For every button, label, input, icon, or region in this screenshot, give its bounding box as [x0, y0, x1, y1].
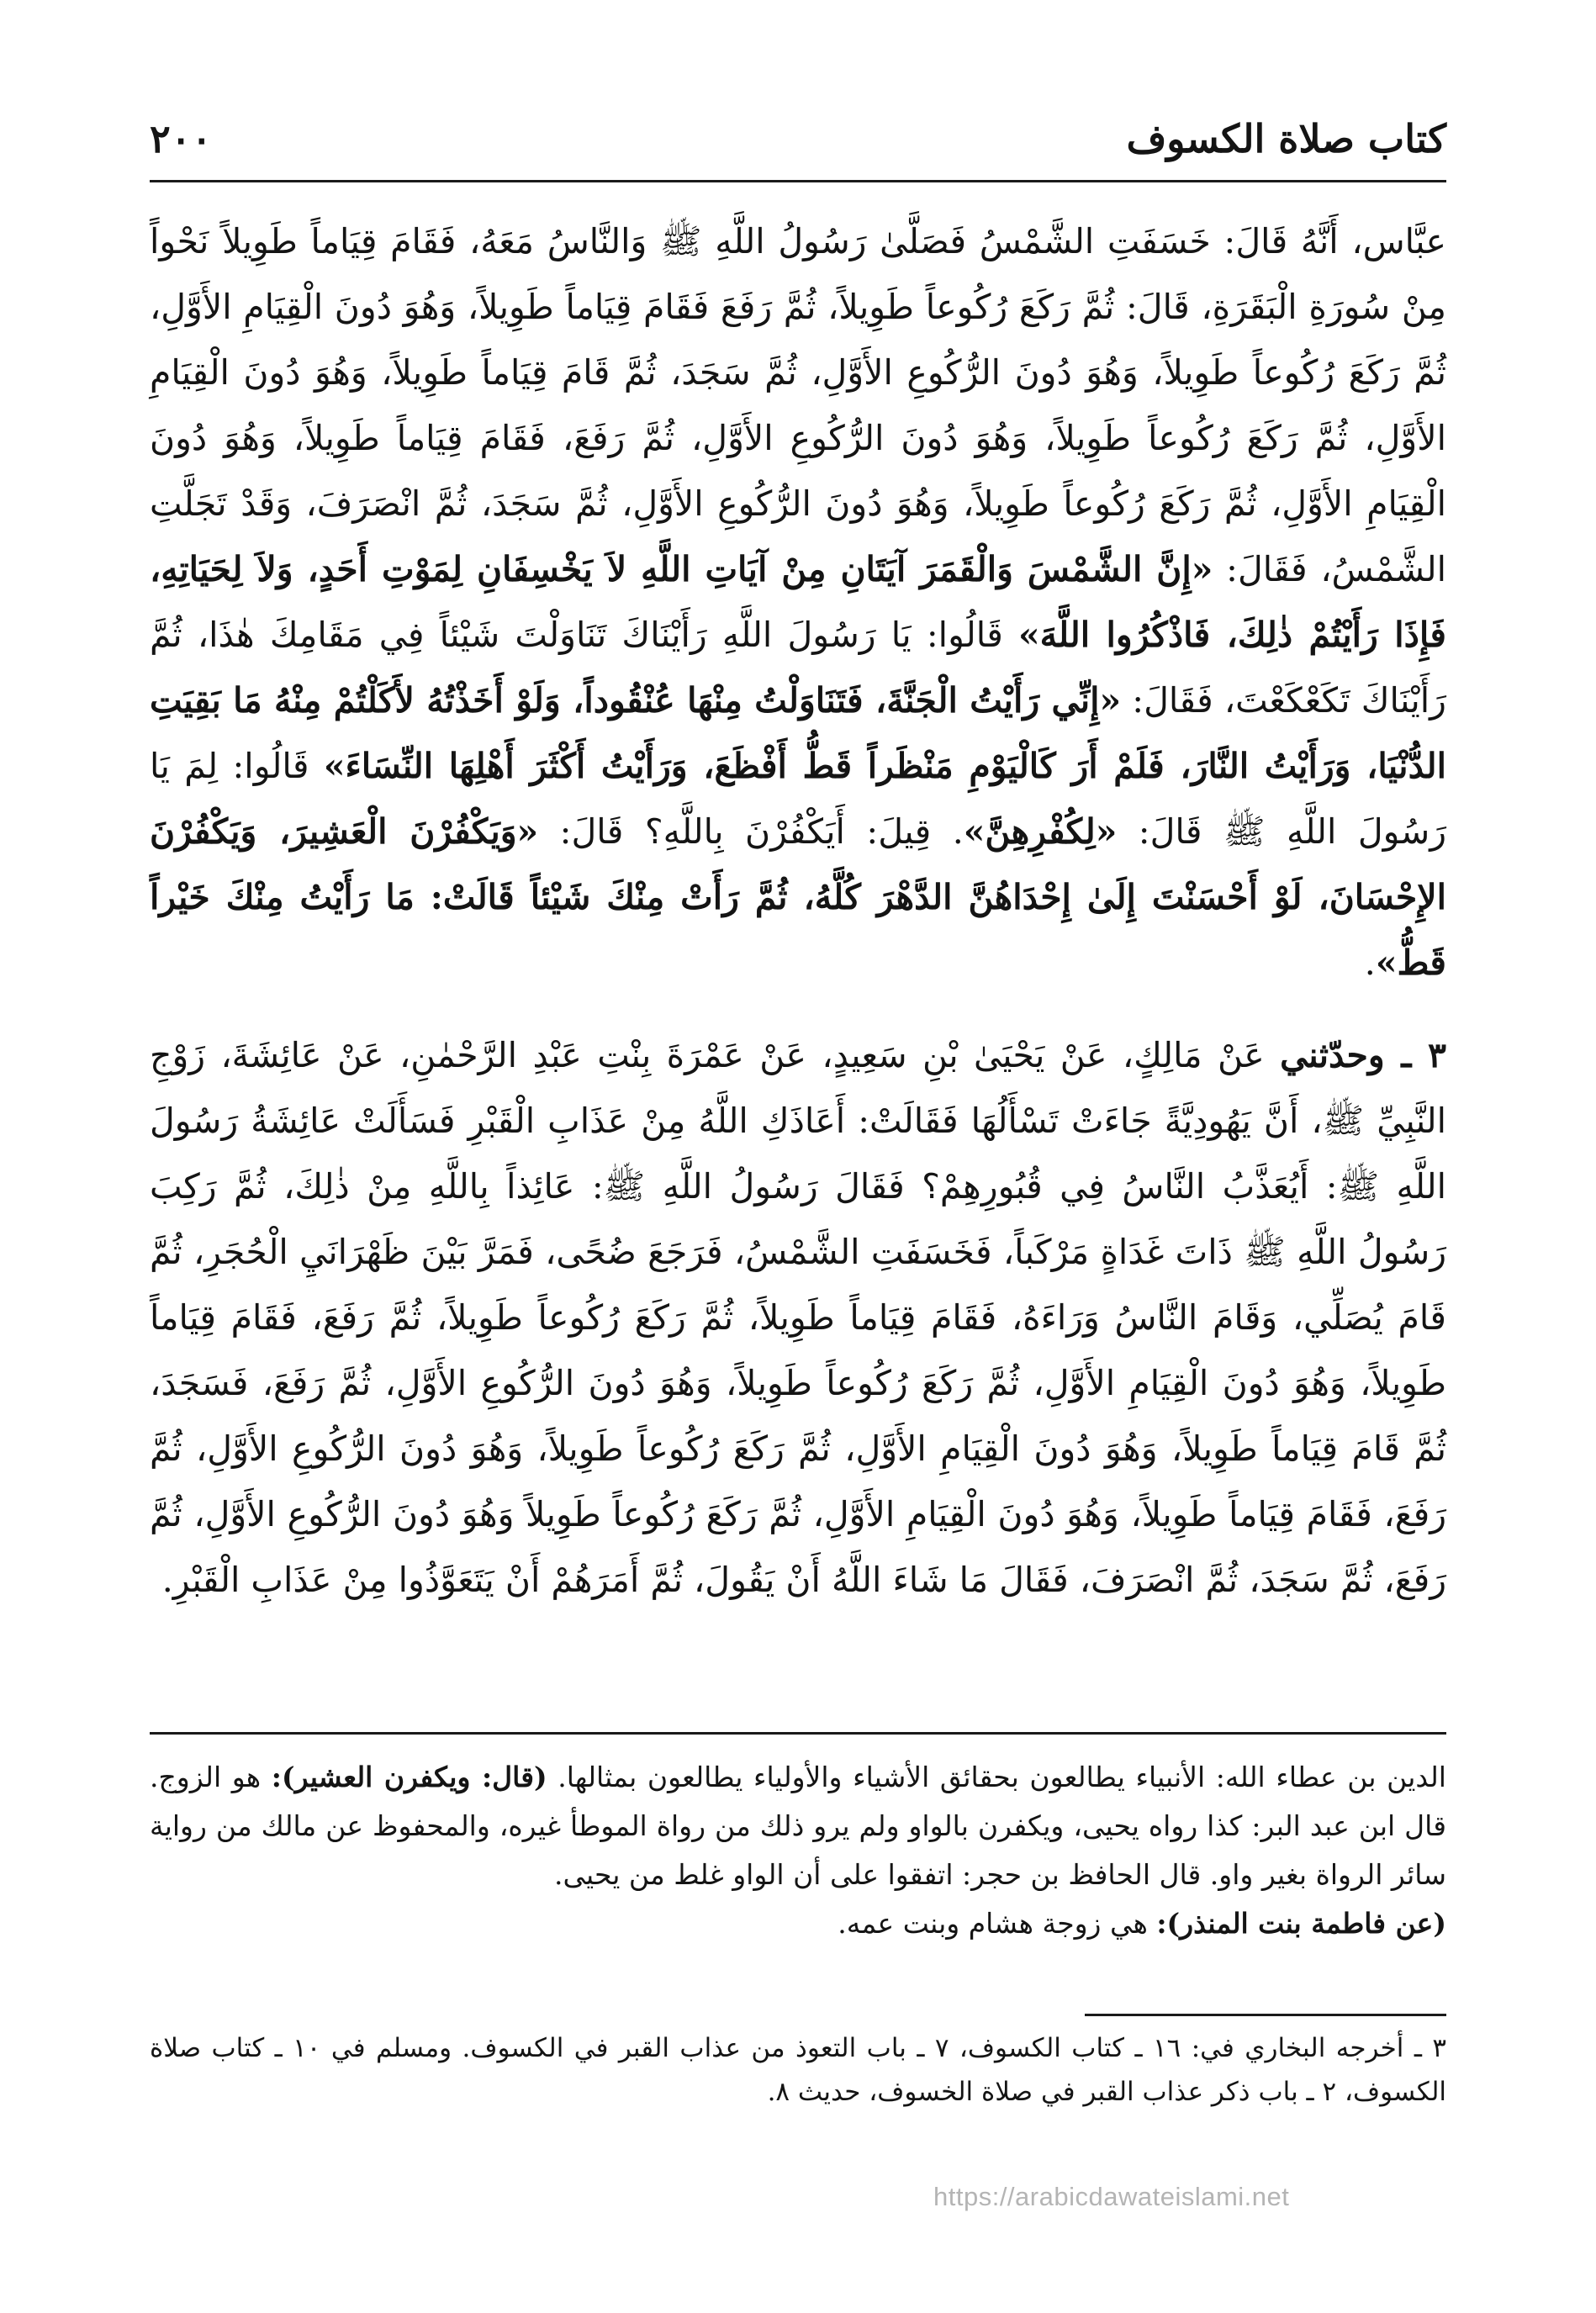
prophetic-saying: «وَيَكْفُرْنَ الْعَشِيرَ، وَيَكْفُرْنَ الإِحْسَانَ، لَوْ أَحْسَنْتَ إِلَىٰ إِحْدَاهُنَّ الدَّهْرَ كُلَّهُ، ثُمَّ رَأَتْ مِنْكَ شَيْئاً قَالَتْ: مَا رَأَيْتُ مِنْكَ خَيْراً قَطُّ»: [150, 811, 1446, 983]
hadith-number: ٣ ـ وحدّثني: [1280, 1035, 1446, 1075]
prophetic-saying: «إِنِّي رَأَيْتُ الْجَنَّةَ، فَتَنَاوَلْتُ مِنْهَا عُنْقُوداً، وَلَوْ أَخَذْتُهُ لأَكَلْتُمْ مِنْهُ مَا بَقِيَتِ الدُّنْيَا، وَرَأَيْتُ النَّارَ، فَلَمْ أَرَ كَالْيَوْمِ مَنْظَراً قَطُّ أَفْظَعَ، وَرَأَيْتُ أَكْثَرَ أَهْلِهَا النِّسَاءَ»: [150, 680, 1446, 786]
book-title: كتاب صلاة الكسوف: [1126, 116, 1446, 161]
commentary-heading: (قال: ويكفرن العشير):: [271, 1761, 547, 1793]
narration-text: عَنْ مَالِكٍ، عَنْ يَحْيَىٰ بْنِ سَعِيدٍ، عَنْ عَمْرَةَ بِنْتِ عَبْدِ الرَّحْمٰنِ، عَنْ عَائِشَةَ، زَوْجِ النَّبِيِّ ﷺ، أَنَّ يَهُودِيَّةً جَاءَتْ تَسْأَلُهَا فَقَالَتْ: أَعَاذَكِ اللَّهُ مِنْ عَذَابِ الْقَبْرِ فَسَأَلَتْ عَائِشَةُ رَسُولَ اللَّهِ ﷺ: أَيُعَذَّبُ النَّاسُ فِي قُبُورِهِمْ؟ فَقَالَ رَسُولُ اللَّهِ ﷺ: عَائِذاً بِاللَّهِ مِنْ ذٰلِكَ، ثُمَّ رَكِبَ رَسُولُ اللَّهِ ﷺ ذَاتَ غَدَاةٍ مَرْكَباً، فَخَسَفَتِ الشَّمْسُ، فَرَجَعَ ضُحًى، فَمَرَّ بَيْنَ ظَهْرَانَيِ الْحُجَرِ، ثُمَّ قَامَ يُصَلِّي، وَقَامَ النَّاسُ وَرَاءَهُ، فَقَامَ قِيَاماً طَوِيلاً، ثُمَّ رَكَعَ رُكُوعاً طَوِيلاً، ثُمَّ رَفَعَ، فَقَامَ قِيَاماً طَوِيلاً، وَهُوَ دُونَ الْقِيَامِ الأَوَّلِ، ثُمَّ رَكَعَ رُكُوعاً طَوِيلاً، وَهُوَ دُونَ الرُّكُوعِ الأَوَّلِ، ثُمَّ رَفَعَ، فَسَجَدَ، ثُمَّ قَامَ قِيَاماً طَوِيلاً، وَهُوَ دُونَ الْقِيَامِ الأَوَّلِ، ثُمَّ رَكَعَ رُكُوعاً طَوِيلاً، وَهُوَ دُونَ الرُّكُوعِ الأَوَّلِ، ثُمَّ رَفَعَ، فَقَامَ قِيَاماً طَوِيلاً، وَهُوَ دُونَ الْقِيَامِ الأَوَّلِ، ثُمَّ رَكَعَ رُكُوعاً طَوِيلاً وَهُوَ دُونَ الرُّكُوعِ الأَوَّلِ، ثُمَّ رَفَعَ، ثُمَّ سَجَدَ، ثُمَّ انْصَرَفَ، فَقَالَ مَا شَاءَ اللَّهُ أَنْ يَقُولَ، ثُمَّ أَمَرَهُمْ أَنْ يَتَعَوَّذُوا مِنْ عَذَابِ الْقَبْرِ.: [150, 1035, 1446, 1600]
commentary-text: الدين بن عطاء الله: الأنبياء يطالعون بحقائق الأشياء والأولياء يطالعون بمثالها.: [558, 1761, 1446, 1793]
prophetic-saying: «لِكُفْرِهِنَّ»: [963, 811, 1118, 852]
narration-text: قَالُوا: لِمَ يَا رَسُولَ اللَّهِ ﷺ قَالَ:: [150, 746, 1446, 852]
page-number: ٢٠٠: [150, 116, 213, 161]
commentary: [150, 1753, 1446, 2005]
footnote: [150, 2026, 1446, 2127]
commentary-divider: [150, 1732, 1446, 1735]
watermark-url: https://arabicdawateislami.net: [933, 2182, 1290, 2211]
hadith-paragraph-2: [150, 1022, 1446, 1613]
commentary-heading: (عن فاطمة بنت المنذر):: [1156, 1907, 1446, 1940]
narration-text: . قِيلَ: أَيَكْفُرْنَ بِاللَّهِ؟ قَالَ:: [559, 811, 964, 852]
commentary-paragraph-1: [150, 1753, 1446, 1899]
narration-text: .: [1364, 943, 1376, 983]
running-head: [150, 109, 1446, 168]
narration-text: عبَّاس، أَنَّهُ قَالَ: خَسَفَتِ الشَّمْسُ فَصَلَّىٰ رَسُولُ اللَّهِ ﷺ وَالنَّاسُ مَعَهُ، فَقَامَ قِيَاماً طَوِيلاً نَحْواً مِنْ سُورَةِ الْبَقَرَةِ، قَالَ: ثُمَّ رَكَعَ رُكُوعاً طَوِيلاً، ثُمَّ رَفَعَ فَقَامَ قِيَاماً طَوِيلاً، وَهُوَ دُونَ الْقِيَامِ الأَوَّلِ، ثُمَّ رَكَعَ رُكُوعاً طَوِيلاً، وَهُوَ دُونَ الرُّكُوعِ الأَوَّلِ، ثُمَّ سَجَدَ، ثُمَّ قَامَ قِيَاماً طَوِيلاً، وَهُوَ دُونَ الْقِيَامِ الأَوَّلِ، ثُمَّ رَكَعَ رُكُوعاً طَوِيلاً، وَهُوَ دُونَ الرُّكُوعِ الأَوَّلِ، ثُمَّ رَفَعَ، فَقَامَ قِيَاماً طَوِيلاً، وَهُوَ دُونَ الْقِيَامِ الأَوَّلِ، ثُمَّ رَكَعَ رُكُوعاً طَوِيلاً، وَهُوَ دُونَ الرُّكُوعِ الأَوَّلِ، ثُمَّ سَجَدَ، ثُمَّ انْصَرَفَ، وَقَدْ تَجَلَّتِ الشَّمْسُ، فَقَالَ:: [150, 221, 1446, 589]
commentary-text: هي زوجة هشام وبنت عمه.: [838, 1907, 1148, 1940]
hadith-text: [150, 209, 1446, 1600]
header-divider: [150, 180, 1446, 182]
footnote-text: ٣ ـ أخرجه البخاري في: ١٦ ـ كتاب الكسوف، ٧ ـ باب التعوذ من عذاب القبر في الكسوف. ومسلم في ١٠ ـ كتاب صلاة الكسوف، ٢ ـ باب ذكر عذاب القبر في صلاة الخسوف، حديث ٨.: [150, 2033, 1446, 2107]
hadith-paragraph-1: [150, 209, 1446, 995]
narration-text: قَالُوا: يَا رَسُولَ اللَّهِ رَأَيْنَاكَ تَنَاوَلْتَ شَيْئاً فِي مَقَامِكَ هٰذَا، ثُمَّ رَأَيْنَاكَ تَكَعْكَعْتَ، فَقَالَ:: [150, 615, 1446, 721]
commentary-text: هو الزوج. قال ابن عبد البر: كذا رواه يحيى، ويكفرن بالواو ولم يرو ذلك من رواة الموطأ غيره، والمحفوظ عن مالك من رواية سائر الرواة بغير واو. قال الحافظ بن حجر: اتفقوا على أن الواو غلط من يحيى.: [150, 1761, 1446, 1891]
commentary-paragraph-2: [150, 1899, 1446, 1948]
prophetic-saying: «إِنَّ الشَّمْسَ وَالْقَمَرَ آيَتَانِ مِنْ آيَاتِ اللَّهِ لاَ يَخْسِفَانِ لِمَوْتِ أَحَدٍ، وَلاَ لِحَيَاتِهِ، فَإِذَا رَأَيْتُمْ ذٰلِكَ، فَاذْكُرُوا اللَّهَ»: [150, 549, 1446, 655]
footnote-divider: [1085, 2014, 1446, 2016]
